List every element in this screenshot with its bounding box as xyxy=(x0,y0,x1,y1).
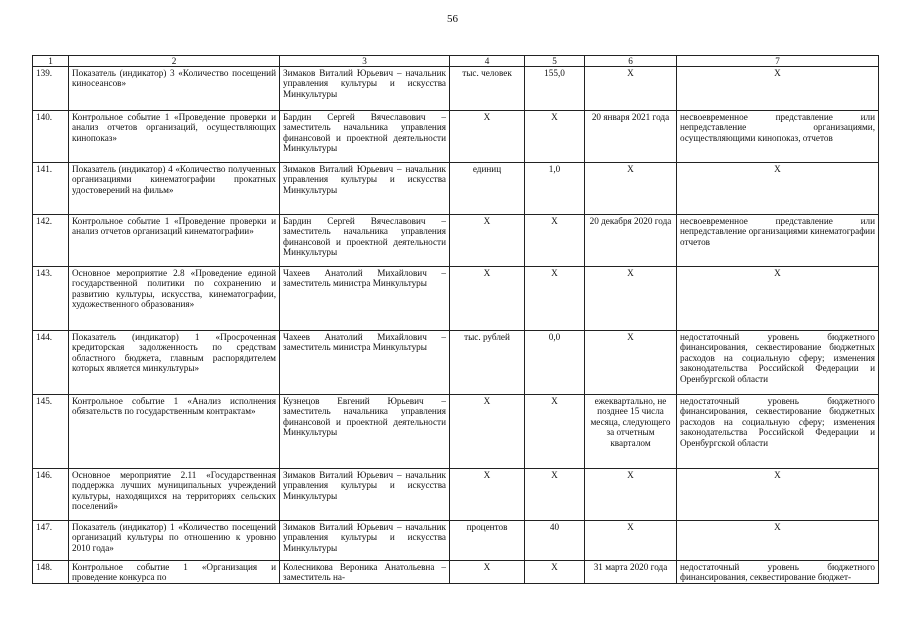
row-name: Показатель (индикатор) 4 «Количество полученных организациями кинематографии прокатных удостоверений на фильм» xyxy=(69,163,280,215)
row-unit: X xyxy=(450,561,525,584)
table-row xyxy=(33,469,879,521)
row-responsible: Зимаков Виталий Юрьевич – начальник управления культуры и искусства Минкультуры xyxy=(280,469,450,521)
table-row xyxy=(33,163,879,215)
row-responsible: Кузнецов Евгений Юрьевич – заместитель начальника управления финансовой и проектной деятельности Минкультуры xyxy=(280,395,450,469)
row-risk: X xyxy=(677,267,879,331)
column-header: 5 xyxy=(525,56,585,67)
row-date: X xyxy=(585,267,677,331)
row-number: 144. xyxy=(33,331,69,395)
row-name: Показатель (индикатор) 3 «Количество посещений киносеансов» xyxy=(69,67,280,111)
row-date: ежеквартально, не позднее 15 числа месяца, следующего за отчетным кварталом xyxy=(585,395,677,469)
table-row xyxy=(33,561,879,584)
column-header: 1 xyxy=(33,56,69,67)
table-row xyxy=(33,67,879,111)
row-risk: несвоевременное представление или непредставление организациями кинематографии отчетов xyxy=(677,215,879,267)
row-value: 155,0 xyxy=(525,67,585,111)
row-name: Основное мероприятие 2.8 «Проведение единой государственной политики по сохранению и развитию культуры, искусства, кинематографии, художественного образования» xyxy=(69,267,280,331)
row-value: 0,0 xyxy=(525,331,585,395)
row-risk: X xyxy=(677,163,879,215)
row-date: 20 декабря 2020 года xyxy=(585,215,677,267)
row-responsible: Чахеев Анатолий Михайлович – заместитель министра Минкультуры xyxy=(280,267,450,331)
column-header: 7 xyxy=(677,56,879,67)
table-row xyxy=(33,521,879,561)
row-number: 147. xyxy=(33,521,69,561)
row-risk: X xyxy=(677,521,879,561)
row-date: 31 марта 2020 года xyxy=(585,561,677,584)
row-value: X xyxy=(525,561,585,584)
row-responsible: Зимаков Виталий Юрьевич – начальник управления культуры и искусства Минкультуры xyxy=(280,163,450,215)
row-value: X xyxy=(525,267,585,331)
row-name: Контрольное событие 1 «Анализ исполнения обязательств по государственным контрактам» xyxy=(69,395,280,469)
row-number: 139. xyxy=(33,67,69,111)
table-row xyxy=(33,267,879,331)
row-date: X xyxy=(585,521,677,561)
table-row xyxy=(33,215,879,267)
row-unit: X xyxy=(450,469,525,521)
row-risk: недостаточный уровень бюджетного финансирования, секвестирование бюджет- xyxy=(677,561,879,584)
monitoring-table xyxy=(32,55,879,584)
row-value: 1,0 xyxy=(525,163,585,215)
column-header: 4 xyxy=(450,56,525,67)
row-responsible: Зимаков Виталий Юрьевич – начальник управления культуры и искусства Минкультуры xyxy=(280,521,450,561)
row-responsible: Зимаков Виталий Юрьевич – начальник управления культуры и искусства Минкультуры xyxy=(280,67,450,111)
row-name: Контрольное событие 1 «Организация и проведение конкурса по xyxy=(69,561,280,584)
row-number: 143. xyxy=(33,267,69,331)
row-name: Основное мероприятие 2.11 «Государственная поддержка лучших муниципальных учреждений культуры, находящихся на территориях сельских поселений» xyxy=(69,469,280,521)
column-header: 2 xyxy=(69,56,280,67)
row-number: 146. xyxy=(33,469,69,521)
table-row xyxy=(33,111,879,163)
row-number: 142. xyxy=(33,215,69,267)
row-unit: X xyxy=(450,267,525,331)
row-unit: тыс. человек xyxy=(450,67,525,111)
row-date: X xyxy=(585,67,677,111)
row-value: X xyxy=(525,215,585,267)
row-value: X xyxy=(525,395,585,469)
row-risk: недостаточный уровень бюджетного финансирования, секвестирование бюджетных расходов на социальную сферу; изменения законодательства Российской Федерации и Оренбургской области xyxy=(677,331,879,395)
column-header: 6 xyxy=(585,56,677,67)
row-risk: несвоевременное представление или непредставление организациями, осуществляющими кинопоказ, отчетов xyxy=(677,111,879,163)
row-responsible: Бардин Сергей Вячеславович – заместитель начальника управления финансовой и проектной деятельности Минкультуры xyxy=(280,111,450,163)
table-row xyxy=(33,331,879,395)
row-responsible: Бардин Сергей Вячеславович – заместитель начальника управления финансовой и проектной деятельности Минкультуры xyxy=(280,215,450,267)
row-number: 148. xyxy=(33,561,69,584)
row-date: X xyxy=(585,469,677,521)
row-number: 140. xyxy=(33,111,69,163)
row-number: 145. xyxy=(33,395,69,469)
row-risk: X xyxy=(677,67,879,111)
row-name: Показатель (индикатор) 1 «Количество посещений организаций культуры по отношению к уровню 2010 года» xyxy=(69,521,280,561)
row-value: X xyxy=(525,111,585,163)
row-unit: X xyxy=(450,111,525,163)
row-date: 20 января 2021 года xyxy=(585,111,677,163)
row-risk: недостаточный уровень бюджетного финансирования, секвестирование бюджетных расходов на социальную сферу; изменения законодательства Российской Федерации и Оренбургской области xyxy=(677,395,879,469)
column-number-header xyxy=(33,56,879,67)
page-number: 56 xyxy=(447,13,458,25)
column-header: 3 xyxy=(280,56,450,67)
row-unit: X xyxy=(450,215,525,267)
row-risk: X xyxy=(677,469,879,521)
row-number: 141. xyxy=(33,163,69,215)
row-unit: процентов xyxy=(450,521,525,561)
table-row xyxy=(33,395,879,469)
row-name: Показатель (индикатор) 1 «Просроченная кредиторская задолженность по средствам областного бюджета, главным распорядителем которых является минкультуры» xyxy=(69,331,280,395)
row-name: Контрольное событие 1 «Проведение проверки и анализ отчетов организаций кинематографии» xyxy=(69,215,280,267)
row-name: Контрольное событие 1 «Проведение проверки и анализ отчетов организаций, осуществляющих кинопоказ» xyxy=(69,111,280,163)
row-value: 40 xyxy=(525,521,585,561)
row-unit: X xyxy=(450,395,525,469)
row-responsible: Чахеев Анатолий Михайлович – заместитель министра Минкультуры xyxy=(280,331,450,395)
row-value: X xyxy=(525,469,585,521)
row-unit: тыс. рублей xyxy=(450,331,525,395)
row-date: X xyxy=(585,163,677,215)
row-date: X xyxy=(585,331,677,395)
row-unit: единиц xyxy=(450,163,525,215)
row-responsible: Колесникова Вероника Анатольевна – заместитель на- xyxy=(280,561,450,584)
